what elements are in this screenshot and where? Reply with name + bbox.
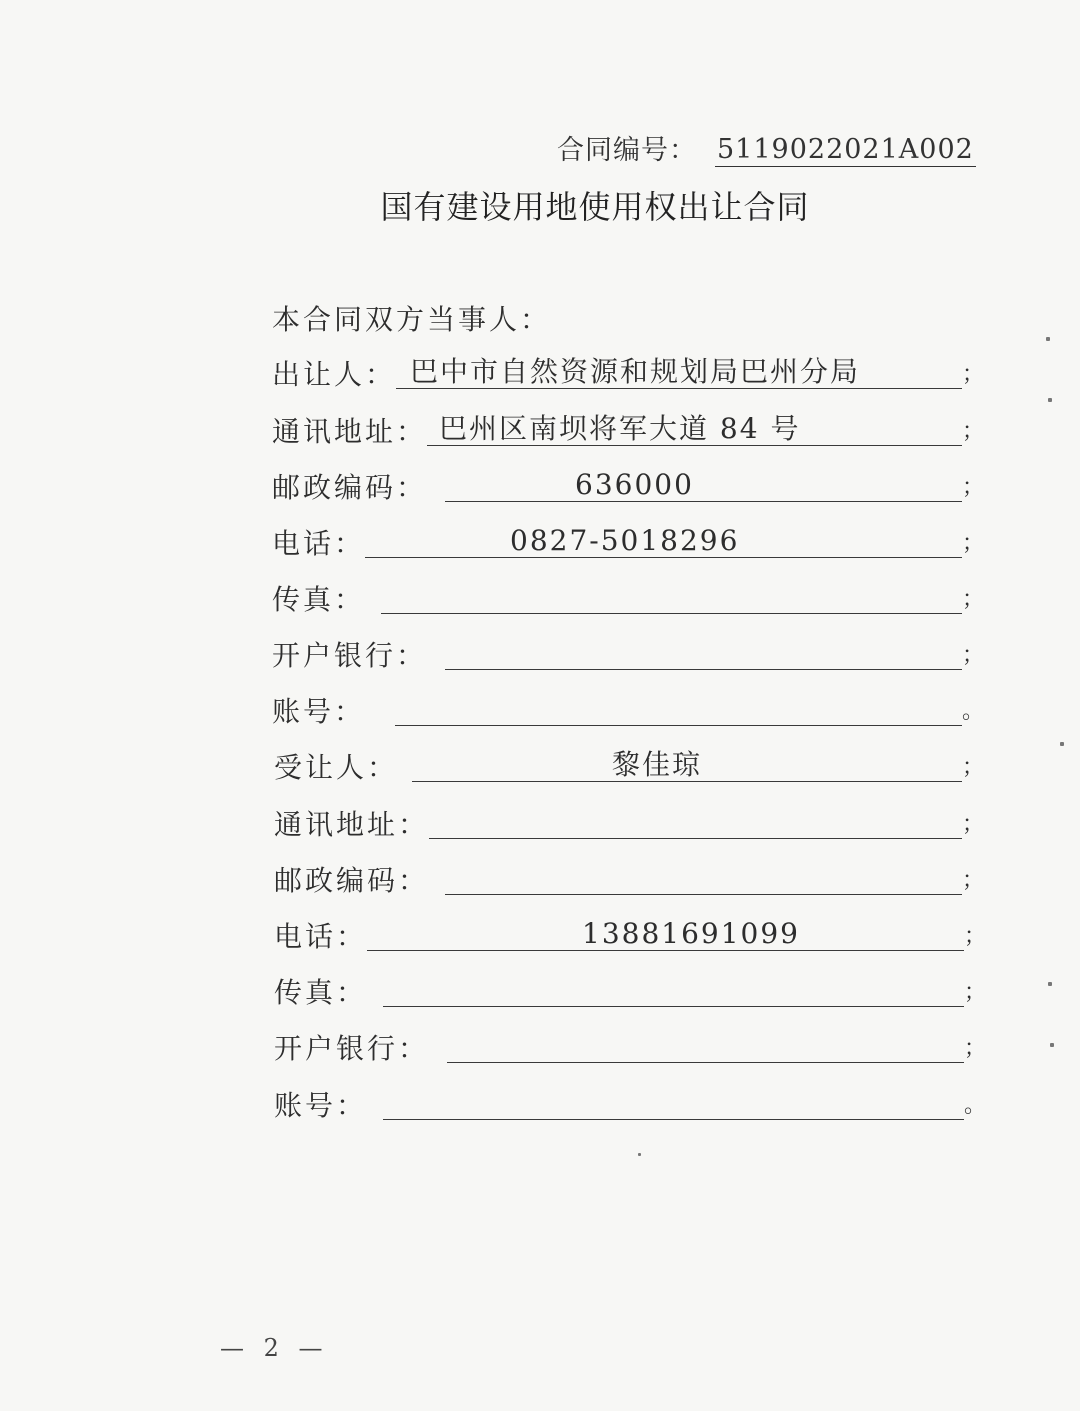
- page-number: — 2 —: [220, 1334, 329, 1362]
- grantor-account-end: 。: [962, 699, 988, 724]
- scan-speck: [1046, 337, 1050, 341]
- grantor-phone-line: [365, 523, 962, 558]
- grantee-phone-row: [274, 915, 990, 955]
- grantee-fax-row: [274, 971, 990, 1011]
- contract-number-label: 合同编号：: [557, 135, 697, 166]
- grantee-phone-end: ；: [964, 924, 990, 949]
- grantor-phone-end: ；: [962, 531, 988, 556]
- grantor-address-row: [272, 410, 988, 450]
- grantor-account-row: [272, 690, 988, 730]
- grantor-address-end: ；: [962, 419, 988, 444]
- grantor-postcode-value: 636000: [575, 468, 694, 501]
- grantee-fax-label: 传真：: [274, 976, 368, 1009]
- grantee-name-end: ；: [962, 755, 988, 780]
- grantee-bank-line: [447, 1028, 964, 1063]
- grantor-name-end: ；: [962, 362, 988, 387]
- grantor-postcode-end: ；: [962, 475, 988, 500]
- grantee-account-row: [274, 1084, 990, 1124]
- grantee-account-line: [383, 1085, 964, 1120]
- grantee-postcode-row: [274, 859, 988, 899]
- grantee-address-line: [429, 804, 962, 839]
- grantor-postcode-row: [272, 466, 988, 506]
- grantee-address-row: [274, 803, 988, 843]
- scan-speck: [1060, 742, 1064, 746]
- grantor-name-value: 巴中市自然资源和规划局巴州分局: [410, 355, 861, 388]
- document-title: 国有建设用地使用权出让合同: [380, 188, 810, 226]
- contract-number-value: 5119022021A002: [717, 134, 974, 165]
- grantee-phone-label: 电话：: [274, 920, 368, 953]
- grantee-postcode-line: [445, 860, 962, 895]
- grantee-account-end: 。: [964, 1093, 990, 1118]
- grantor-bank-label: 开户银行：: [272, 639, 428, 672]
- grantor-phone-label: 电话：: [272, 527, 366, 560]
- grantee-name-label: 受让人：: [274, 751, 399, 784]
- grantor-phone-row: [272, 522, 988, 562]
- grantee-name-line: [412, 747, 962, 782]
- scan-speck: [638, 1153, 641, 1156]
- grantee-bank-end: ；: [964, 1036, 990, 1061]
- grantee-bank-label: 开户银行：: [274, 1032, 430, 1065]
- grantor-address-line: [427, 411, 962, 446]
- grantee-postcode-label: 邮政编码：: [274, 864, 430, 897]
- grantee-postcode-end: ；: [962, 868, 988, 893]
- parties-intro: 本合同双方当事人：: [272, 303, 552, 336]
- grantee-name-value: 黎佳琼: [612, 748, 703, 781]
- grantor-postcode-line: [445, 467, 962, 502]
- grantor-phone-value: 0827-5018296: [510, 524, 740, 557]
- grantor-bank-end: ；: [962, 643, 988, 668]
- scan-speck: [1048, 982, 1052, 986]
- grantor-name-line: [396, 354, 962, 389]
- grantor-name-label: 出让人：: [272, 358, 397, 391]
- grantee-name-row: [274, 746, 988, 786]
- grantee-phone-value: 13881691099: [582, 917, 800, 950]
- grantor-name-row: [272, 353, 988, 393]
- grantor-bank-row: [272, 634, 988, 674]
- grantee-bank-row: [274, 1027, 990, 1067]
- grantee-phone-line: [367, 916, 964, 951]
- grantee-fax-end: ；: [964, 980, 990, 1005]
- grantor-account-label: 账号：: [272, 695, 366, 728]
- grantor-fax-label: 传真：: [272, 583, 366, 616]
- grantor-fax-end: ；: [962, 587, 988, 612]
- grantee-address-label: 通讯地址：: [274, 808, 430, 841]
- grantee-address-end: ；: [962, 812, 988, 837]
- scan-speck: [1048, 398, 1052, 402]
- grantee-account-label: 账号：: [274, 1089, 368, 1122]
- grantor-address-value: 巴州区南坝将军大道 84 号: [439, 412, 801, 445]
- grantor-address-label: 通讯地址：: [272, 415, 428, 448]
- grantee-fax-line: [383, 972, 964, 1007]
- grantor-fax-row: [272, 578, 988, 618]
- contract-number: [557, 128, 976, 167]
- grantor-account-line: [395, 691, 962, 726]
- grantor-fax-line: [381, 579, 962, 614]
- scan-speck: [1050, 1043, 1054, 1047]
- grantor-bank-line: [445, 635, 962, 670]
- grantor-postcode-label: 邮政编码：: [272, 471, 428, 504]
